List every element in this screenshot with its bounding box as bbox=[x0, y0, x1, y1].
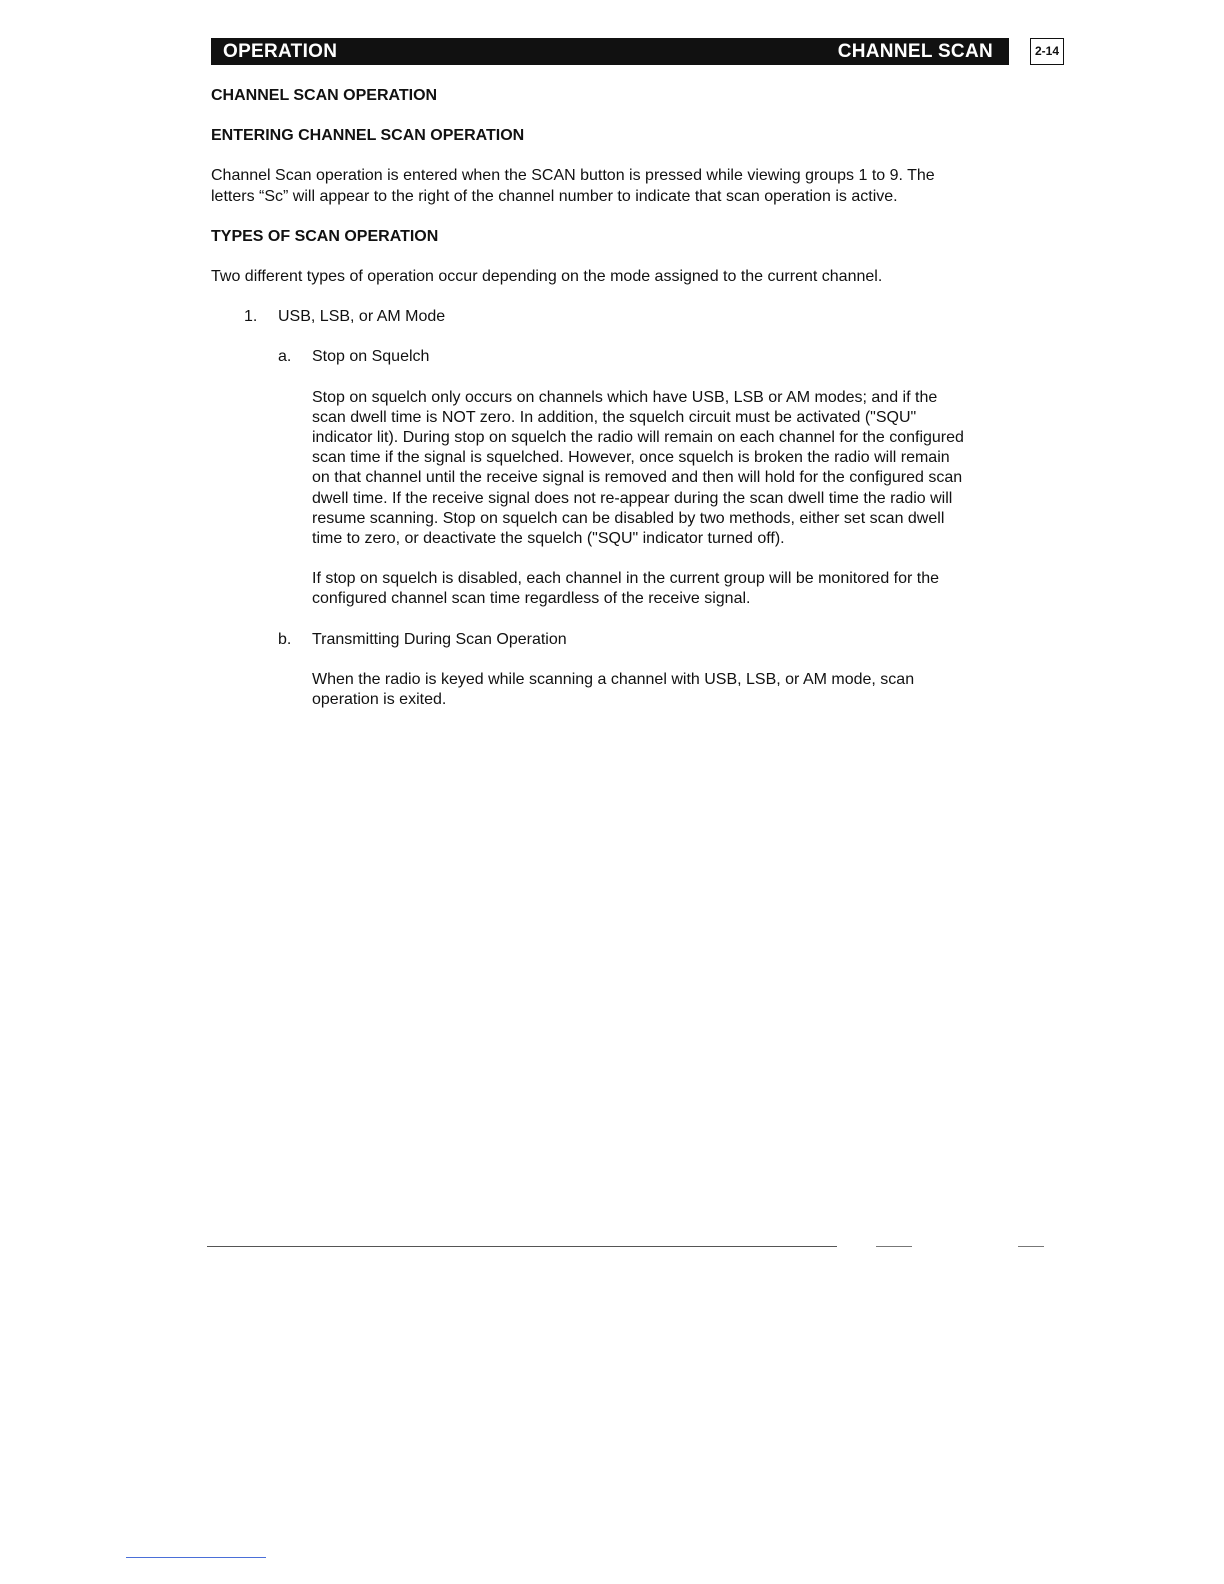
sub-item-marker: a. bbox=[278, 348, 292, 366]
paragraph-stop-on-squelch: Stop on squelch only occurs on channels which have USB, LSB or AM modes; and if the scan dwell time is NOT zero. In addition, the squelch circuit must be activated ("SQU" indicator lit). During stop on squelch the radio will remain on each channel for the configured scan time if the signal is squelched. However, once squelch is broken the radio will remain on that channel until the receive signal is removed and then will hold for the configured scan dwell time. If the receive signal does not re-appear during the scan dwell time the radio will resume scanning. Stop on squelch can be disabled by two methods, either set scan dwell time to zero, or deactivate the squelch ("SQU" indicator turned off). bbox=[312, 388, 964, 548]
sub-item-label: Transmitting During Scan Operation bbox=[312, 630, 567, 648]
paragraph-squelch-disabled: If stop on squelch is disabled, each channel in the current group will be monitored for the configured channel scan time regardless of the receive signal. bbox=[312, 570, 940, 608]
scan-artifact-line bbox=[126, 1557, 266, 1558]
list-item-label: USB, LSB, or AM Mode bbox=[278, 308, 446, 326]
header-bar bbox=[211, 38, 1009, 65]
sub-item-marker: b. bbox=[278, 630, 292, 648]
section-heading-types: TYPES OF SCAN OPERATION bbox=[211, 227, 439, 245]
sub-item-label: Stop on Squelch bbox=[312, 348, 430, 366]
footer-dash bbox=[1018, 1246, 1044, 1247]
header-topic-label: CHANNEL SCAN bbox=[837, 41, 993, 62]
document-body bbox=[211, 86, 971, 710]
paragraph-transmitting: When the radio is keyed while scanning a channel with USB, LSB, or AM mode, scan operation is exited. bbox=[312, 670, 915, 709]
list-item-1 bbox=[211, 307, 971, 327]
footer-rule bbox=[207, 1246, 837, 1247]
section-heading-entering: ENTERING CHANNEL SCAN OPERATION bbox=[211, 127, 525, 145]
sub-item-a bbox=[211, 347, 971, 367]
sub-item-b bbox=[211, 630, 971, 650]
footer-dash bbox=[876, 1246, 912, 1247]
paragraph-entering: Channel Scan operation is entered when the SCAN button is pressed while viewing groups 1 to 9. The letters “Sc” will appear to the right of the channel number to indicate that scan operation is active. bbox=[211, 167, 935, 205]
list-marker: 1. bbox=[244, 308, 258, 326]
paragraph-types-intro: Two different types of operation occur depending on the mode assigned to the current channel. bbox=[211, 268, 883, 286]
page-title: CHANNEL SCAN OPERATION bbox=[211, 87, 438, 104]
page-number: 2-14 bbox=[1030, 38, 1064, 65]
header-section-label: OPERATION bbox=[223, 41, 338, 62]
